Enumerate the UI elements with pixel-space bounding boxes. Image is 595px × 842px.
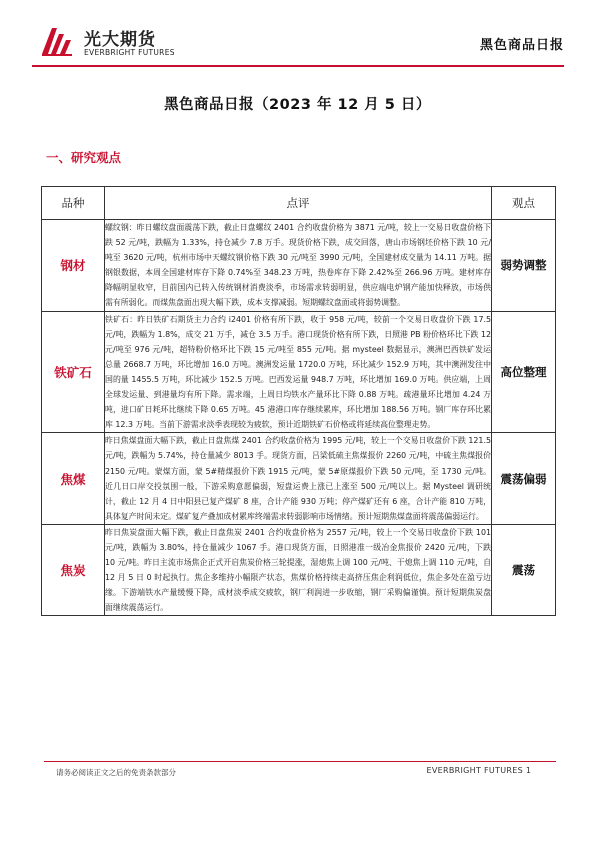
document-title: 黑色商品日报（2023 年 12 月 5 日） <box>164 97 431 113</box>
view-cell: 震荡偏弱 <box>492 433 556 525</box>
view-cell: 高位整理 <box>492 311 556 433</box>
logo-text-cn: 光大期货 <box>84 30 156 50</box>
header-divider <box>32 65 564 67</box>
comment-cell: 螺纹钢：昨日螺纹盘面震荡下跌，截止日盘螺纹 2401 合约收盘价格为 3871 元/吨，较上一交易日收盘价格下跌 52 元/吨，跌幅为 1.33%，持仓减少 7.8 万手。现货价格下跌，成交回落，唐山市场钢坯价格下跌 10 元/吨至 3620 元/吨，杭州市场中天螺纹钢价格下跌 30 元/吨至 3990 元/吨，全国建材成交量为 14.11 万吨。据钢银数据，本周全国建材库存下降 0.74%至 348.23 万吨，热卷库存下降 2.42%至 266.96 万吨。建材库存降幅明显收窄，目前国内已转入传统钢材消费淡季，市场需求转弱明显，供应端电炉钢产能加快释放，市场供需有所弱化。而煤焦盘面出现大幅下跌，成本支撑减弱。短期螺纹盘面或将弱势调整。 <box>105 220 492 312</box>
header-variety: 品种 <box>42 187 105 220</box>
footer-divider <box>44 761 556 762</box>
table-row <box>42 311 556 433</box>
page-number: 1 <box>525 766 531 775</box>
header-report-title: 黑色商品日报 <box>479 38 564 53</box>
section-title: 一、研究观点 <box>46 150 122 165</box>
variety-cell: 铁矿石 <box>42 311 105 433</box>
variety-cell: 焦煤 <box>42 433 105 525</box>
view-cell: 弱势调整 <box>492 220 556 312</box>
variety-cell: 钢材 <box>42 220 105 312</box>
header-comment: 点评 <box>105 187 492 220</box>
page-header <box>32 20 564 64</box>
variety-cell: 焦炭 <box>42 524 105 616</box>
comment-cell: 铁矿石：昨日铁矿石期货主力合约 i2401 价格有所下跌，收于 958 元/吨，较前一个交易日收盘价下跌 17.5 元/吨，跌幅为 1.8%，成交 21 万手，减仓 3.5 万手。港口现货价格有所下跌，日照港 PB 粉价格环比下跌 12 元/吨至 976 元/吨，超特粉价格环比下跌 15 元/吨至 855 元/吨。据 mysteel 数据显示，澳洲巴西铁矿发运总量 2668.7 万吨，环比增加 16.0 万吨。澳洲发运量 1720.0 万吨，环比减少 152.9 万吨，其中澳洲发往中国的量 1455.5 万吨，环比减少 152.5 万吨。巴西发运量 948.7 万吨，环比增加 169.0 万吨。供应端，上周全球发运量、到港量均有所下降。需求端，上周日均铁水产量环比下降 0.88 万吨。疏港量环比增加 4.24 万吨，进口矿日耗环比继续下降 0.65 万吨。45 港港口库存继续累库，环比增加 188.56 万吨。钢厂库存环比累库 12.3 万吨。当前下游需求淡季表现较为疲软，预计近期铁矿石价格或将延续高位整理走势。 <box>105 311 492 433</box>
table-row <box>42 220 556 312</box>
comment-cell: 昨日焦炭盘面大幅下跌，截止日盘焦炭 2401 合约收盘价格为 2557 元/吨，较上一个交易日收盘价下跌 101 元/吨，跌幅为 3.80%，持仓量减少 1067 手。港口现货方面，日照港准一级冶金焦报价 2420 元/吨，下跌 10 元/吨。昨日主流市场焦企正式开启焦炭价格三轮提涨，湿熄焦上调 100 元/吨、干熄焦上调 110 元/吨，自 12 月 5 日 0 时起执行。焦企多维持小幅限产状态，焦煤价格持续走高挤压焦企利润低位，焦企多处在盈亏边缘。下游端铁水产量缓慢下降，成材淡季成交疲软，钢厂利润进一步收缩，钢厂采购偏谨慎。预计短期焦炭盘面继续震荡运行。 <box>105 524 492 616</box>
table-header-row <box>42 187 556 220</box>
view-cell: 震荡 <box>492 524 556 616</box>
header-view: 观点 <box>492 187 556 220</box>
table-row <box>42 524 556 616</box>
research-view-table <box>41 186 556 616</box>
logo-icon <box>40 24 74 58</box>
logo-text-en: EVERBRIGHT FUTURES <box>84 48 175 57</box>
comment-cell: 昨日焦煤盘面大幅下跌，截止日盘焦煤 2401 合约收盘价格为 1995 元/吨，较上一个交易日收盘价下跌 121.5 元/吨，跌幅为 5.74%，持仓量减少 8013 手。现货方面，吕梁低硫主焦煤报价 2260 元/吨，中硫主焦煤报价 2150 元/吨。蒙煤方面，蒙 5#精煤报价下跌 1915 元/吨，蒙 5#原煤报价下跌 50 元/吨，至 1730 元/吨。近几日口岸交投氛围一般，下游采购意愿偏弱，短盘运费上涨已上涨至 500 元/吨以上。据 Mysteel 调研统计，截止 12 月 4 日中阳县已复产煤矿 8 座，合计产能 930 万吨；停产煤矿还有 6 座，合计产能 810 万吨，具体复产时间未定。煤矿复产叠加成材累库终端需求转弱影响市场情绪。预计短期焦煤盘面将震荡偏弱运行。 <box>105 433 492 525</box>
table-row <box>42 433 556 525</box>
footer-disclaimer: 请务必阅读正文之后的免责条款部分 <box>56 768 176 777</box>
footer-brand: EVERBRIGHT FUTURES <box>426 766 523 775</box>
